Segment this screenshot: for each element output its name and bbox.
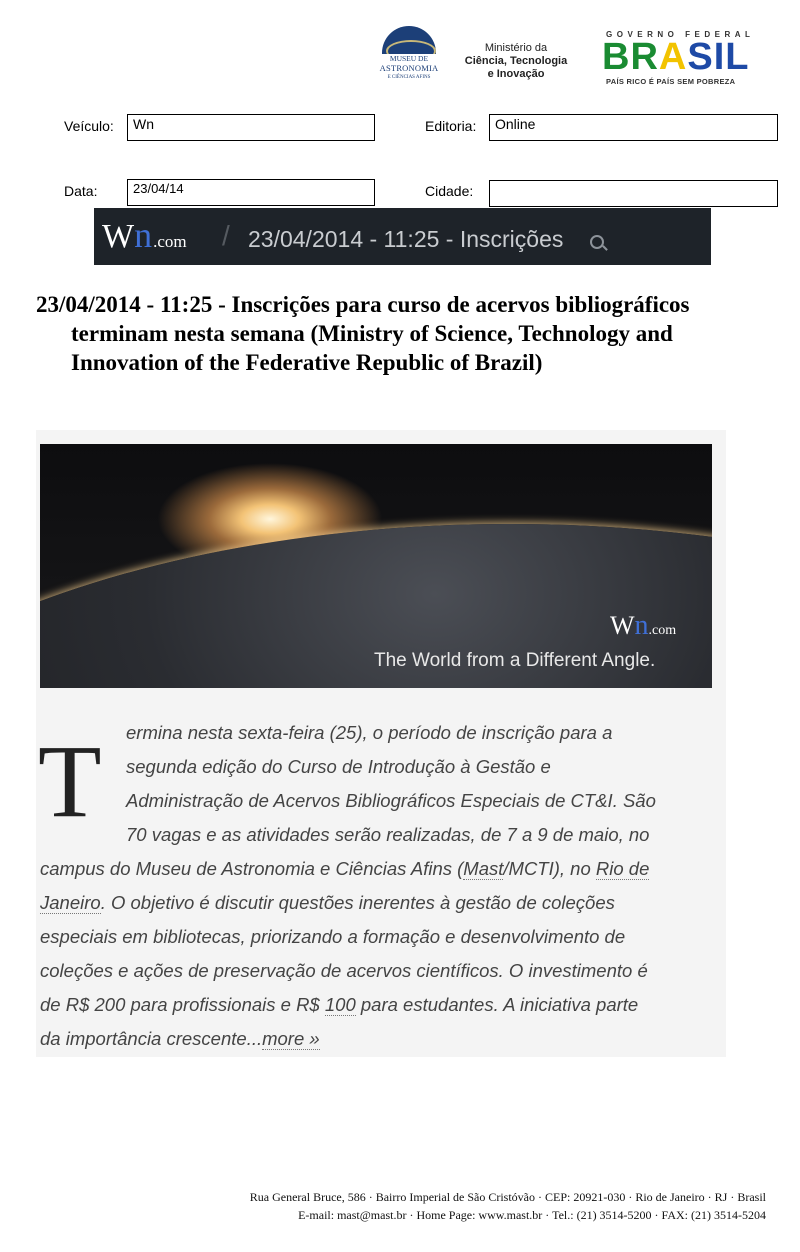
- cidade-label: Cidade:: [425, 183, 474, 199]
- wn-logo-w: W: [102, 218, 135, 255]
- brasil-wordmark: [602, 36, 749, 79]
- governo-federal-text: GOVERNO FEDERAL: [606, 30, 755, 39]
- article-text: campus do Museu de Astronomia e Ciências Afins (: [40, 858, 464, 879]
- article-line: ermina nesta sexta-feira (25), o período de inscrição para a: [126, 722, 613, 743]
- veiculo-label: Veículo:: [64, 118, 114, 134]
- data-label: Data:: [64, 183, 98, 199]
- article-headline: 23/04/2014 - 11:25 - Inscrições para curso de acervos bibliográficos terminam nesta semana (Ministry of Science, Technology and Innovation of the Federative Republic of Brazil): [36, 292, 690, 375]
- article-line: [40, 1022, 712, 1056]
- mast-logo-line1: MUSEU DE: [389, 54, 429, 63]
- footer-line2: E-mail: mast@mast.br · Home Page: www.mast.br · Tel.: (21) 3514-5200 · FAX: (21) 3514-5204: [298, 1208, 766, 1222]
- cidade-field: [489, 180, 778, 207]
- hero-logo-w: W: [610, 611, 635, 640]
- article-line: especiais em bibliotecas, priorizando a formação e desenvolvimento de: [40, 926, 626, 947]
- article-line: segunda edição do Curso de Introdução à Gestão e: [126, 756, 551, 777]
- ministry-line3: e Inovação: [487, 68, 545, 80]
- article-panel: [36, 430, 726, 1057]
- breadcrumb-separator: /: [222, 220, 230, 251]
- wn-breadcrumb-bar: [94, 208, 711, 265]
- governo-federal-logo: [600, 30, 770, 88]
- brasil-slogan: PAÍS RICO É PAÍS SEM POBREZA: [606, 77, 736, 86]
- data-field: 23/04/14: [127, 179, 375, 206]
- wn-logo-com: .com: [153, 232, 187, 251]
- rio-de-janeiro-link[interactable]: Rio de: [595, 858, 650, 879]
- article-line: [40, 886, 712, 920]
- ministry-line2: Ciência, Tecnologia: [464, 55, 568, 67]
- hero-image: [40, 444, 712, 688]
- brasil-part-c: SIL: [687, 36, 750, 78]
- article-line: [40, 852, 712, 886]
- footer-line1: Rua General Bruce, 586 · Bairro Imperial de São Cristóvão · CEP: 20921-030 · Rio de Janeiro · RJ · Brasil: [249, 1190, 766, 1204]
- article-line: coleções e ações de preservação de acervos científicos. O investimento é: [40, 960, 648, 981]
- editoria-label: Editoria:: [425, 118, 477, 134]
- article-line: 70 vagas e as atividades serão realizadas, de 7 a 9 de maio, no: [126, 824, 650, 845]
- drop-cap: T: [38, 724, 102, 839]
- veiculo-field: Wn: [127, 114, 375, 141]
- article-line: [40, 988, 712, 1022]
- article-line: Administração de Acervos Bibliográficos Especiais de CT&I. São: [126, 790, 656, 811]
- article-body: [40, 716, 712, 1056]
- brasil-part-b: A: [658, 36, 688, 78]
- breadcrumb: 23/04/2014 - 11:25 - Inscrições: [248, 226, 564, 252]
- hero-logo-com: .com: [648, 623, 677, 638]
- article-text: . O objetivo é discutir questões inerentes à gestão de coleções: [100, 892, 615, 913]
- article-text: /MCTI), no: [503, 858, 596, 879]
- search-icon[interactable]: [590, 235, 604, 249]
- hero-tagline: The World from a Different Angle.: [374, 650, 656, 671]
- hero-wn-logo: [610, 610, 676, 642]
- price-link[interactable]: 100: [324, 994, 356, 1015]
- footer-address: [250, 1188, 766, 1224]
- ministry-logo: [458, 42, 574, 81]
- mast-logo-line2: ASTRONOMIA: [379, 63, 439, 73]
- mast-link[interactable]: Mast: [463, 858, 504, 879]
- article-text: da importância crescente...: [40, 1028, 263, 1049]
- janeiro-link[interactable]: Janeiro: [40, 892, 101, 913]
- editoria-field: Online: [489, 114, 778, 141]
- wn-logo[interactable]: [102, 214, 187, 256]
- mast-logo-line3: E CIÊNCIAS AFINS: [387, 75, 431, 80]
- ministry-line1: Ministério da: [484, 42, 548, 54]
- article-text: para estudantes. A iniciativa parte: [355, 994, 639, 1015]
- mast-logo: [378, 24, 440, 84]
- article-text: de R$ 200 para profissionais e R$: [40, 994, 325, 1015]
- more-link[interactable]: more »: [262, 1028, 320, 1049]
- observatory-dome-icon: [382, 26, 436, 54]
- hero-logo-n: n: [634, 610, 649, 641]
- wn-logo-n: n: [134, 215, 153, 255]
- brasil-part-a: BR: [602, 36, 659, 78]
